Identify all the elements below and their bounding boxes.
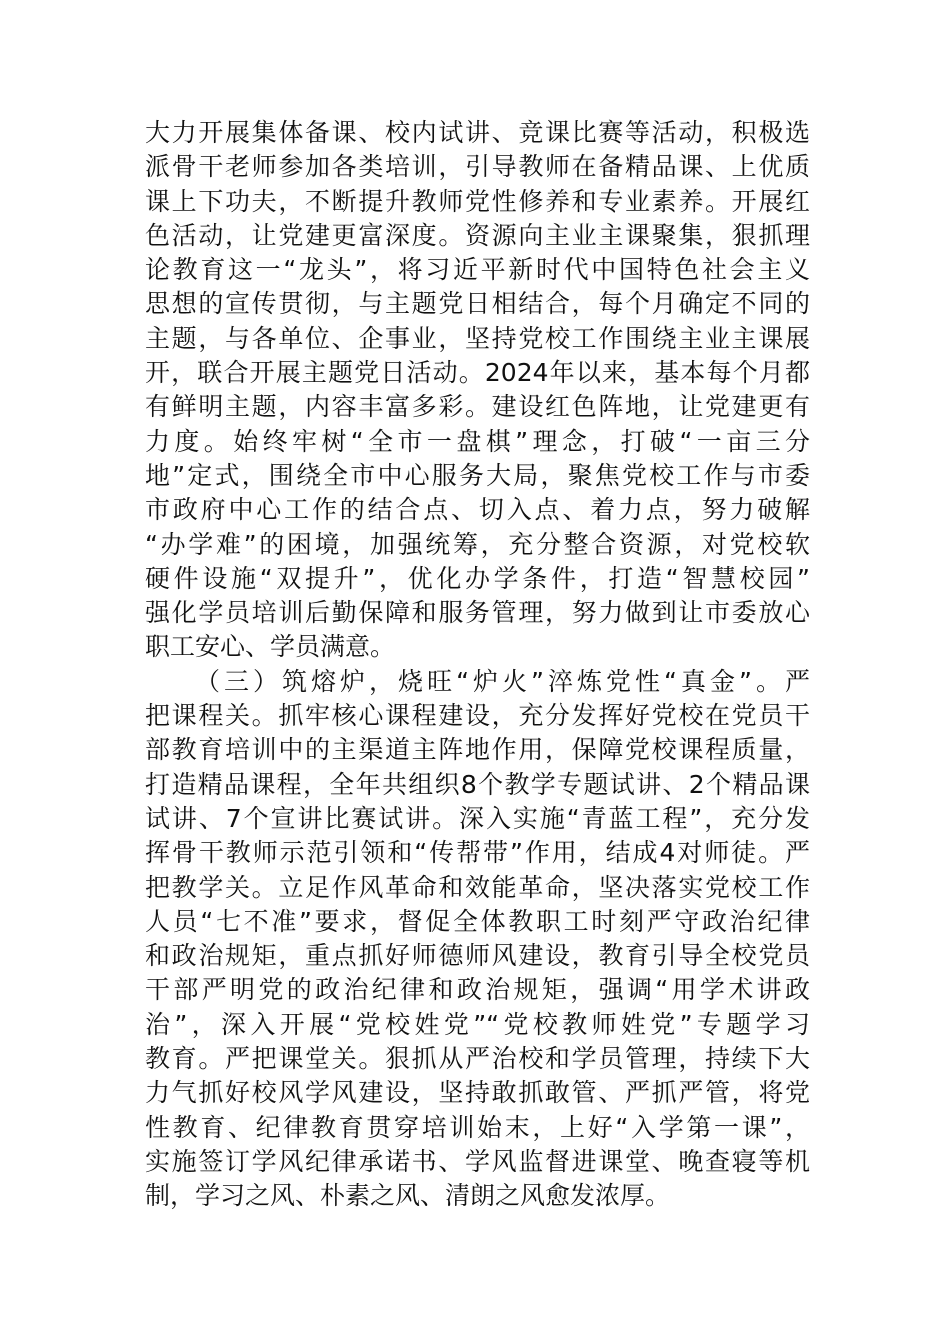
text-line: 实施签订学风纪律承诺书、学风监督进课堂、晚查寝等机 [145,1146,810,1176]
text-line: 地”定式，围绕全市中心服务大局，聚焦党校工作与市委 [145,460,810,490]
body-text [145,116,810,1214]
section-heading-line: （三）筑熔炉，烧旺“炉火”淬炼党性“真金”。严 [195,666,810,696]
text-line: 和政治规矩，重点抓好师德师风建设，教育引导全校党员 [145,941,810,971]
text-line: 主题，与各单位、企事业，坚持党校工作围绕主业主课展 [145,323,810,353]
text-line: 开，联合开展主题党日活动。2024年以来，基本每个月都 [145,358,810,388]
paragraph-end-line: 职工安心、学员满意。 [145,632,396,662]
text-line: 论教育这一“龙头”，将习近平新时代中国特色社会主义 [145,255,810,285]
text-line: 人员“七不准”要求，督促全体教职工时刻严守政治纪律 [145,906,810,936]
text-line: 部教育培训中的主渠道主阵地作用，保障党校课程质量， [145,735,810,765]
text-line: 色活动，让党建更富深度。资源向主业主课聚集，狠抓理 [145,220,810,250]
text-line: 治”，深入开展“党校姓党”“党校教师姓党”专题学习 [145,1009,810,1039]
text-line: 力气抓好校风学风建设，坚持敢抓敢管、严抓严管，将党 [145,1078,810,1108]
text-line: 市政府中心工作的结合点、切入点、着力点，努力破解 [145,495,810,525]
text-line: 试讲、7个宣讲比赛试讲。深入实施“青蓝工程”，充分发 [145,803,810,833]
text-line: 把课程关。抓牢核心课程建设，充分发挥好党校在党员干 [145,701,810,731]
text-line: 力度。始终牢树“全市一盘棋”理念，打破“一亩三分 [145,426,810,456]
text-line: 思想的宣传贯彻，与主题党日相结合，每个月确定不同的 [145,289,810,319]
text-line: 课上下功夫，不断提升教师党性修养和专业素养。开展红 [145,186,810,216]
text-line: 有鲜明主题，内容丰富多彩。建设红色阵地，让党建更有 [145,392,810,422]
paragraph-end-line: 制，学习之风、朴素之风、清朗之风愈发浓厚。 [145,1181,671,1211]
text-line: 干部严明党的政治纪律和政治规矩，强调“用学术讲政 [145,975,810,1005]
text-line: 打造精品课程，全年共组织8个教学专题试讲、2个精品课 [145,769,810,799]
text-line: 性教育、纪律教育贯穿培训始末，上好“入学第一课”， [145,1112,810,1142]
text-line: 派骨干老师参加各类培训，引导教师在备精品课、上优质 [145,152,810,182]
text-line: 强化学员培训后勤保障和服务管理，努力做到让市委放心 [145,598,810,628]
text-line: 大力开展集体备课、校内试讲、竞课比赛等活动，积极选 [145,118,810,147]
text-line: 教育。严把课堂关。狠抓从严治校和学员管理，持续下大 [145,1044,810,1074]
text-line: 硬件设施“双提升”，优化办学条件，打造“智慧校园” [145,563,810,593]
text-line: 挥骨干教师示范引领和“传帮带”作用，结成4对师徒。严 [145,838,810,868]
text-line: “办学难”的困境，加强统筹，充分整合资源，对党校软 [145,529,810,559]
text-line: 把教学关。立足作风革命和效能革命，坚决落实党校工作 [145,872,810,902]
